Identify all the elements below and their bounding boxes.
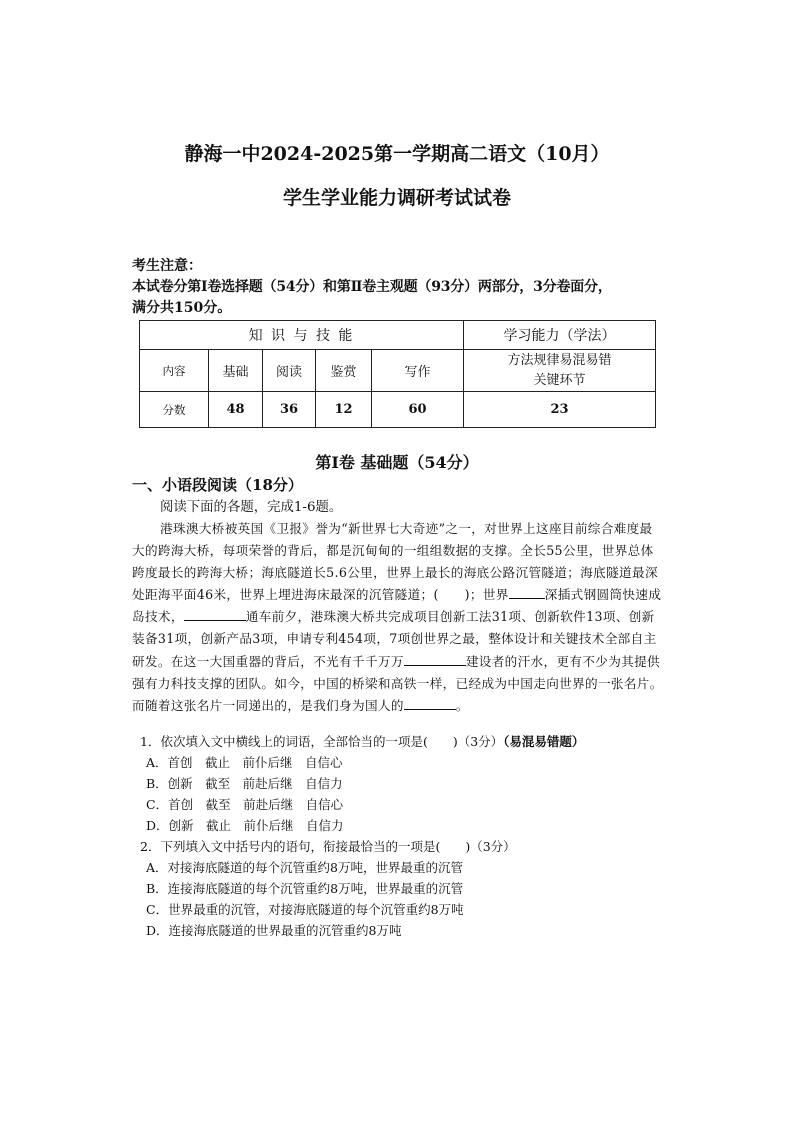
reading-passage bbox=[132, 518, 665, 717]
table-col-reading: 阅读 bbox=[263, 350, 316, 392]
section-title: 第Ⅰ卷 基础题（54分） bbox=[315, 453, 479, 472]
score-table bbox=[139, 320, 656, 428]
notice-line-1: 本试卷分第Ⅰ卷选择题（54分）和第Ⅱ卷主观题（93分）两部分，3分卷面分， bbox=[132, 279, 612, 295]
reading-instruction: 阅读下面的各题，完成1-6题。 bbox=[160, 500, 343, 515]
passage-part-1: 港珠澳大桥被英国《卫报》誉为“新世界七大奇迹”之一，对世界上这座目前综合难度最大的跨海大桥，每项荣誉的背后，都是沉甸甸的一组组数据的支撑。全长55公里，世界总体跨度最长的跨海大桥；海底隧道长5.6公里，世界上最长的海底公路沉管隧道；海底隧道最深处距海平面46米，世界上埋进海床最深的沉管隧道；( bbox=[132, 521, 658, 603]
blank-2 bbox=[184, 606, 246, 621]
passage-part-3: 深插式钢圆筒快速成岛技术， bbox=[132, 587, 662, 625]
blank-4 bbox=[404, 695, 456, 710]
q1-stem-text: 1．依次填入文中横线上的词语，全部恰当的一项是( )（3分） bbox=[140, 734, 504, 749]
part-title: 一、小语段阅读（18分） bbox=[132, 476, 303, 494]
table-group-ability: 学习能力（学法） bbox=[464, 321, 656, 350]
q1-option-c: C．首创 截至 前赴后继 自信心 bbox=[146, 797, 344, 812]
passage-part-4: 通车前夕，港珠澳大桥共完成项目创新工法31项、创新软件13项、创新装备31项，创新产品3项，申请专利454项，7项创世界之最，整体设计和关键技术全部自主研发。在这一大国重器的背后，不光有千千万万 bbox=[132, 609, 657, 669]
table-ability-line-2: 关键环节 bbox=[533, 372, 586, 388]
blank-3 bbox=[404, 651, 466, 666]
q1-stem bbox=[140, 732, 584, 750]
table-group-knowledge: 知 识 与 技 能 bbox=[140, 321, 464, 350]
table-score-ability: 23 bbox=[464, 392, 656, 428]
notice-label: 考生注意： bbox=[132, 258, 202, 274]
q1-option-d: D．创新 截止 前仆后继 自信力 bbox=[146, 818, 344, 833]
table-score-reading: 36 bbox=[263, 392, 316, 428]
q2-option-d: D．连接海底隧道的世界最重的沉管重约8万吨 bbox=[146, 923, 402, 938]
q1-option-b: B．创新 截至 前赴后继 自信力 bbox=[146, 776, 343, 791]
exam-title: 静海一中2024-2025第一学期高二语文（10月） bbox=[184, 143, 610, 165]
passage-part-2: )；世界 bbox=[464, 587, 509, 603]
blank-1 bbox=[509, 584, 545, 599]
passage-part-5: 建设者的汗水，更有不少为其提供强有力科技支撑的团队。如今，中国的桥梁和高铁一样，已经成为中国走向世界的一张名片。而随着这张名片一同递出的，是我们身为国人的 bbox=[132, 653, 663, 713]
table-row-label-content: 内容 bbox=[140, 350, 209, 392]
q1-tag: （易混易错题） bbox=[503, 734, 585, 749]
q2-option-b: B．连接海底隧道的每个沉管重约8万吨，世界最重的沉管 bbox=[146, 881, 464, 896]
passage-part-6: 。 bbox=[455, 697, 469, 713]
q2-option-a: A．对接海底隧道的每个沉管重约8万吨，世界最重的沉管 bbox=[146, 860, 463, 875]
exam-subtitle: 学生学业能力调研考试试卷 bbox=[282, 187, 511, 209]
table-score-basic: 48 bbox=[209, 392, 263, 428]
table-row-label-score: 分数 bbox=[140, 392, 209, 428]
q2-stem: 2．下列填入文中括号内的语句，衔接最恰当的一项是( )（3分） bbox=[140, 839, 516, 854]
table-col-writing: 写作 bbox=[372, 350, 464, 392]
table-ability-line-1: 方法规律易混易错 bbox=[507, 352, 612, 368]
q2-option-c: C．世界最重的沉管，对接海底隧道的每个沉管重约8万吨 bbox=[146, 902, 464, 917]
table-col-appreciation: 鉴赏 bbox=[316, 350, 372, 392]
notice-line-2: 满分共150分。 bbox=[132, 300, 232, 316]
table-col-ability bbox=[464, 350, 656, 392]
table-col-basic: 基础 bbox=[209, 350, 263, 392]
table-score-writing: 60 bbox=[372, 392, 464, 428]
table-score-appreciation: 12 bbox=[316, 392, 372, 428]
q1-option-a: A．首创 截止 前仆后继 自信心 bbox=[146, 755, 343, 770]
